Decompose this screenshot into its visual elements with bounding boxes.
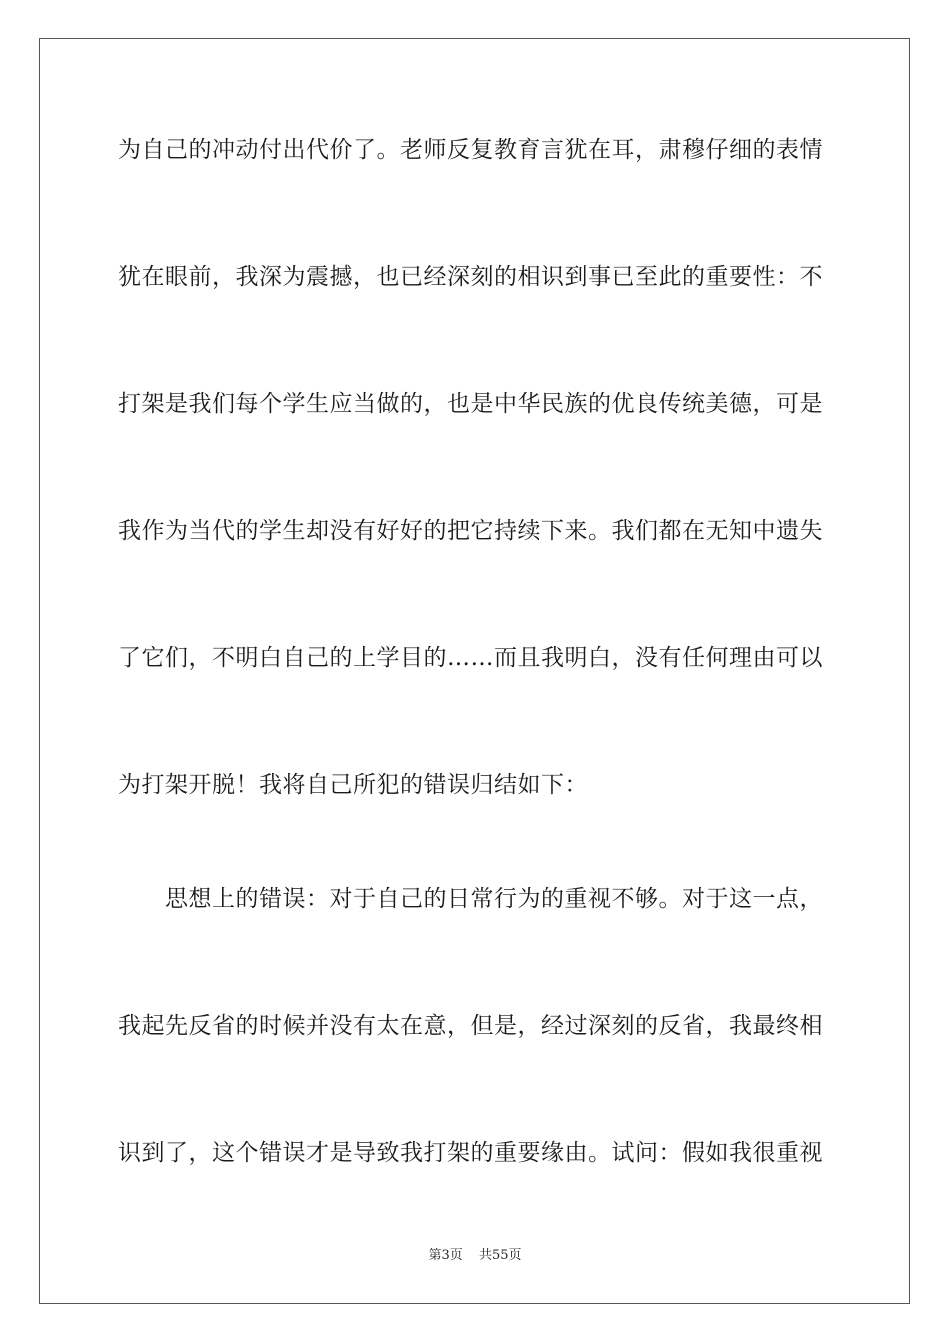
paragraph-first-line: 思想上的错误：对于自己的日常行为的重视不够。对于这一点，	[165, 886, 823, 912]
body-text-line: 打架是我们每个学生应当做的，也是中华民族的优良传统美德，可是	[118, 391, 823, 417]
page-number: 第3页	[428, 1248, 463, 1263]
body-text-line: 我作为当代的学生却没有好好的把它持续下来。我们都在无知中遗失	[118, 518, 823, 544]
body-text-line: 了它们，不明白自己的上学目的……而且我明白，没有任何理由可以	[118, 645, 823, 671]
body-text-line: 犹在眼前，我深为震撼，也已经深刻的相识到事已至此的重要性：不	[118, 264, 823, 290]
page-total: 共55页	[478, 1248, 522, 1263]
page-footer	[0, 1247, 950, 1265]
body-text-line: 识到了，这个错误才是导致我打架的重要缘由。试问：假如我很重视	[118, 1140, 823, 1166]
body-text-line: 为打架开脱！我将自己所犯的错误归结如下：	[118, 772, 588, 798]
body-text-line: 为自己的冲动付出代价了。老师反复教育言犹在耳，肃穆仔细的表情	[118, 137, 823, 163]
body-text-line: 我起先反省的时候并没有太在意，但是，经过深刻的反省，我最终相	[118, 1013, 823, 1039]
